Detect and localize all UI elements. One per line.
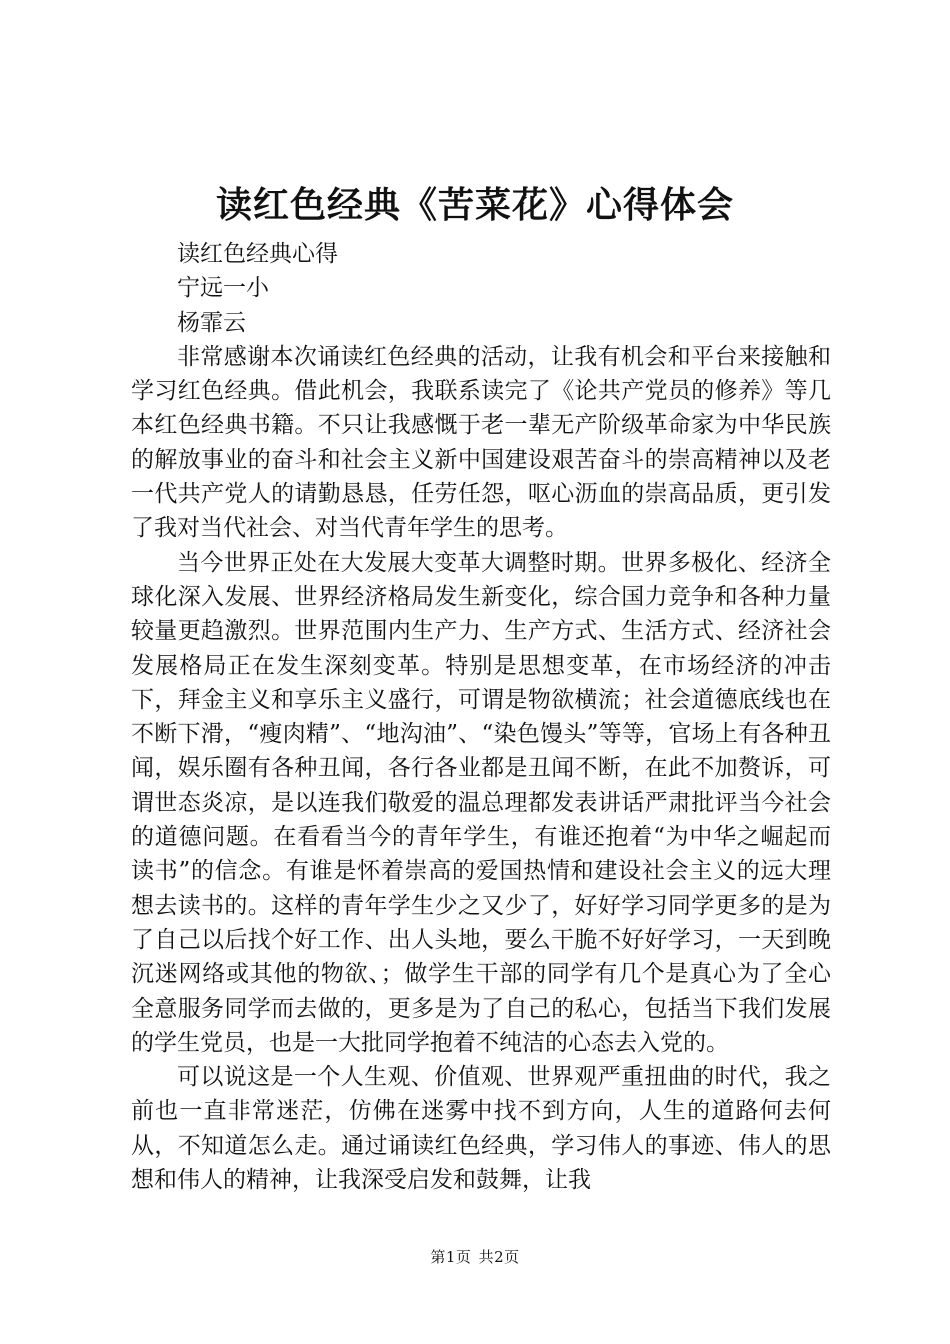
document-body [131, 237, 831, 1197]
page-number: 第1页 [430, 1248, 472, 1266]
paragraph-3: 可以说这是一个人生观、价值观、世界观严重扭曲的时代，我之前也一直非常迷茫，仿佛在迷雾中找不到方向，人生的道路何去何从，不知道怎么走。通过诵读红色经典，学习伟人的事迹、伟人的思想和伟人的精神，让我深受启发和鼓舞，让我 [131, 1064, 831, 1194]
author-line: 杨霏云 [177, 309, 246, 336]
subtitle-line: 读红色经典心得 [177, 241, 338, 267]
document-title: 读红色经典《苦菜花》心得体会 [215, 184, 734, 226]
paragraph-1: 非常感谢本次诵读红色经典的活动，让我有机会和平台来接触和学习红色经典。借此机会，我联系读完了《论共产党员的修养》等几本红色经典书籍。不只让我感慨于老一辈无产阶级革命家为中华民族的解放事业的奋斗和社会主义新中国建设艰苦奋斗的崇高精神以及老一代共产党人的请勤恳恳，任劳任怨，呕心沥血的崇高品质，更引发了我对当代社会、对当代青年学生的思考。 [131, 343, 831, 542]
school-line: 宁远一小 [177, 275, 269, 302]
paragraph-2: 当今世界正处在大发展大变革大调整时期。世界多极化、经济全球化深入发展、世界经济格局发生新变化，综合国力竞争和各种力量较量更趋激烈。世界范围内生产力、生产方式、生活方式、经济社会发展格局正在发生深刻变革。特别是思想变革，在市场经济的冲击下，拜金主义和享乐主义盛行，可谓是物欲横流；社会道德底线也在不断下滑，“瘦肉精”、“地沟油”、“染色馒头”等等，官场上有各种丑闻，娱乐圈有各种丑闻，各行各业都是丑闻不断，在此不加赘诉，可谓世态炎凉，是以连我们敬爱的温总理都发表讲话严肃批评当今社会的道德问题。在看看当今的青年学生，有谁还抱着“为中华之崛起而读书”的信念。有谁是怀着崇高的爱国热情和建设社会主义的远大理想去读书的。这样的青年学生少之又少了，好好学习同学更多的是为了自己以后找个好工作、出人头地，要么干脆不好好学习，一天到晚沉迷网络或其他的物欲、；做学生干部的同学有几个是真心为了全心全意服务同学而去做的，更多是为了自己的私心，包括当下我们发展的学生党员，也是一大批同学抱着不纯洁的心态去入党的。 [131, 549, 831, 1056]
page-total: 共2页 [478, 1248, 520, 1266]
page-footer [0, 1246, 950, 1267]
